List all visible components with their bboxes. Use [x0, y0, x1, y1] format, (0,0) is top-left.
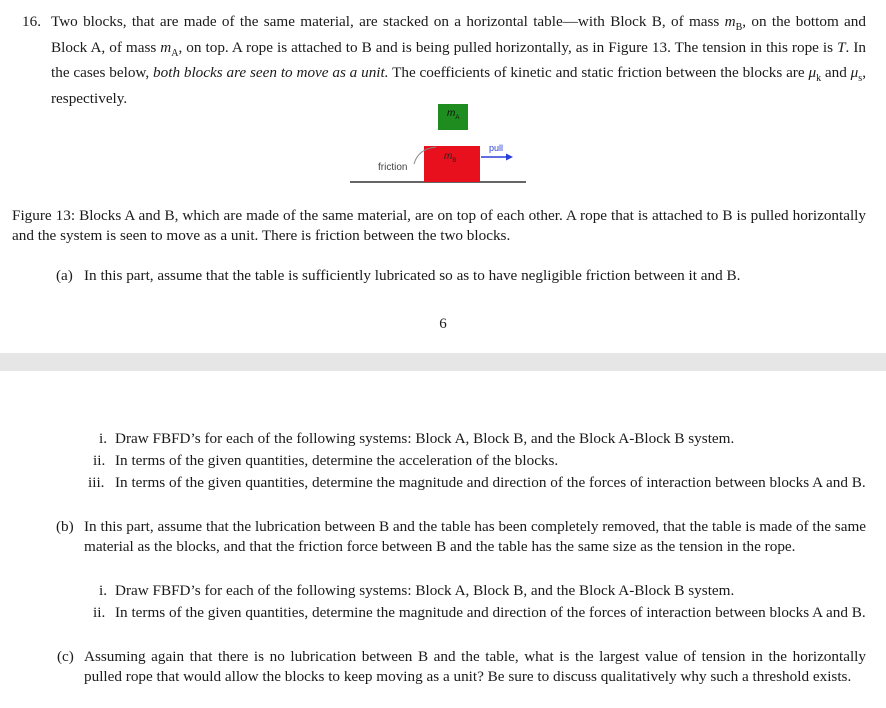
part-b-item-label: i. — [99, 582, 108, 599]
block-b-label: $m_B$ — [444, 151, 457, 164]
part-a-item-label: iii. — [88, 474, 105, 491]
part-a-item-text: Draw FBFD’s for each of the following systems: Block A, Block B, and the Block A-Block B system. — [115, 430, 735, 447]
page-number: 6 — [439, 316, 447, 332]
part-b-item-text: In terms of the given quantities, determine the magnitude and direction of the forces of interaction between blocks A and B. — [115, 604, 866, 621]
part-a-item-label: ii. — [93, 452, 106, 469]
part-a-item-label: i. — [99, 430, 108, 447]
problem-statement: Two blocks, that are made of the same material, are stacked on a horizontal table—with Block B, of mass $m_B$, on the bottom and Block A, of mass $m_A$, on top. A rope is attached to B and is being pulled horizontally, as in Figure 13. The tension in this rope is T. In the cases below, both blocks are seen to move as a unit. The coefficients of kinetic and static friction between the blocks are $\mu_k$ and $\mu_s$, respectively. — [51, 13, 867, 107]
part-a-item-text: In terms of the given quantities, determine the acceleration of the blocks. — [115, 452, 559, 469]
part-b-item-text: Draw FBFD’s for each of the following systems: Block A, Block B, and the Block A-Block B system. — [115, 582, 735, 599]
pull-arrow-head — [506, 154, 513, 161]
part-a-label: (a) — [56, 267, 73, 284]
block-a-label: $m_A$ — [447, 108, 460, 121]
part-c-label: (c) — [57, 648, 74, 665]
pull-label: pull — [489, 143, 504, 153]
part-b-label: (b) — [56, 518, 74, 535]
figure-caption: Figure 13: Blocks A and B, which are made of the same material, are on top of each other. A rope that is attached to B is pulled horizontally and the system is seen to move as a unit. There is friction between the two blocks. — [12, 207, 866, 244]
part-c-text: Assuming again that there is no lubrication between B and the table, what is the largest value of tension in the horizontally pulled rope that would allow the blocks to keep moving as a unit? Be sure to discuss qualitatively why such a threshold exists. — [84, 648, 866, 685]
part-a-item-text: In terms of the given quantities, determine the magnitude and direction of the forces of interaction between blocks A and B. — [115, 474, 866, 491]
figure-13 — [348, 100, 528, 188]
problem-number: 16. — [22, 13, 41, 30]
part-a-text: In this part, assume that the table is sufficiently lubricated so as to have negligible friction between it and B. — [84, 267, 741, 284]
page-break — [0, 353, 886, 371]
part-b-item-label: ii. — [93, 604, 106, 621]
page-top — [0, 0, 886, 353]
part-b-text: In this part, assume that the lubrication between B and the table has been completely removed, that the table is made of the same material as the blocks, and that the friction force between B and the table has the same size as the tension in the rope. — [84, 518, 866, 555]
page-bottom — [0, 371, 886, 708]
friction-label: friction — [378, 162, 408, 173]
